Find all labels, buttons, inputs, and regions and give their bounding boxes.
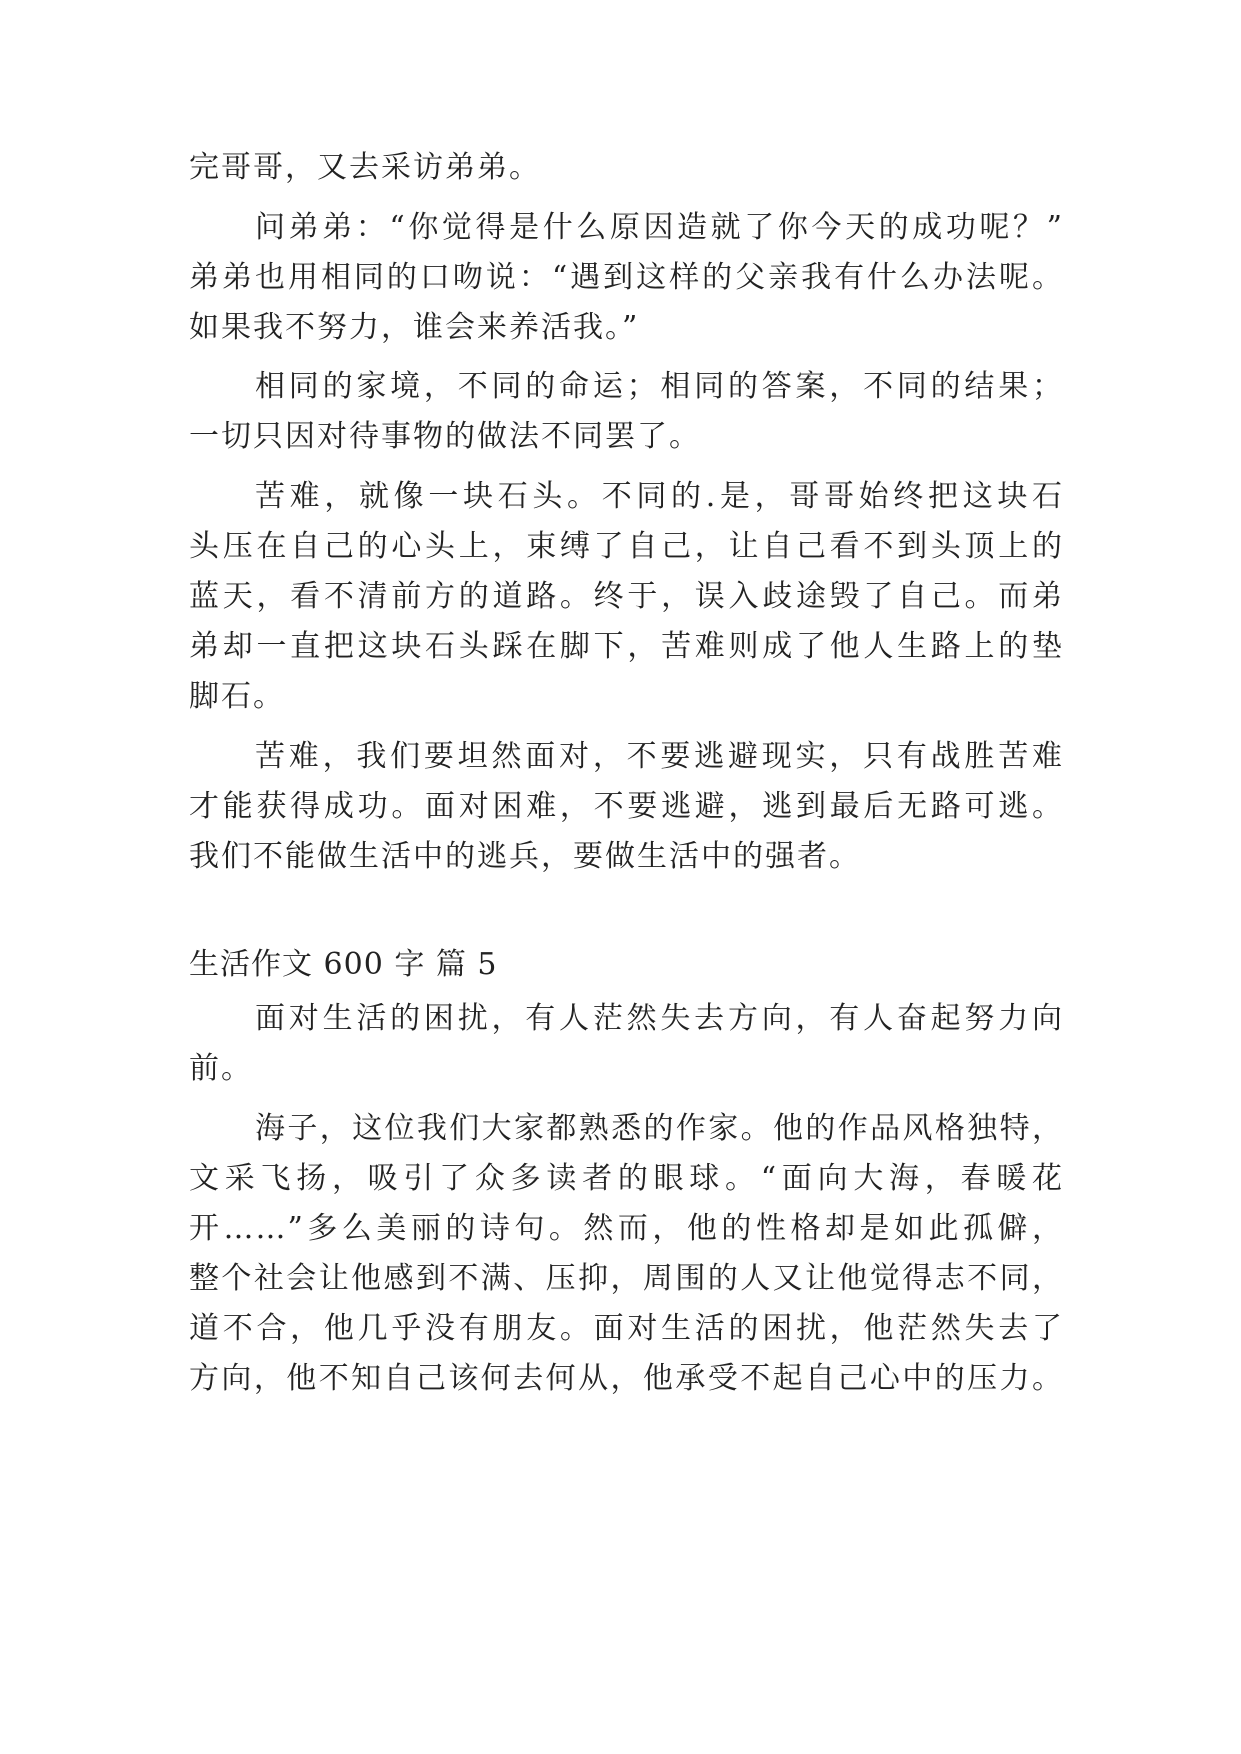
paragraph-line: 海子，这位我们大家都熟悉的作家。他的作品风格独特， bbox=[255, 1111, 1064, 1146]
paragraph-line: 方向，他不知自己该何去何从，他承受不起自己心中的压力。 bbox=[189, 1361, 1064, 1396]
paragraph-line: 一切只因对待事物的做法不同罢了。 bbox=[189, 419, 701, 454]
paragraph-line: 蓝天，看不清前方的道路。终于，误入歧途毁了自己。而弟 bbox=[189, 579, 1064, 614]
paragraph-line: 才能获得成功。面对困难，不要逃避，逃到最后无路可逃。 bbox=[189, 789, 1064, 824]
paragraph-line: 问弟弟：“你觉得是什么原因造就了你今天的成功呢？” bbox=[255, 210, 1064, 245]
paragraph-line: 整个社会让他感到不满、压抑，周围的人又让他觉得志不同， bbox=[189, 1261, 1064, 1296]
paragraph-line: 苦难，我们要坦然面对，不要逃避现实，只有战胜苦难 bbox=[255, 739, 1064, 774]
paragraph-line: 道不合，他几乎没有朋友。面对生活的困扰，他茫然失去了 bbox=[189, 1311, 1064, 1346]
paragraph-line: 面对生活的困扰，有人茫然失去方向，有人奋起努力向 bbox=[255, 1001, 1064, 1036]
paragraph-line: 头压在自己的心头上，束缚了自己，让自己看不到头顶上的 bbox=[189, 529, 1064, 564]
paragraph-line: 相同的家境，不同的命运；相同的答案，不同的结果； bbox=[255, 369, 1064, 404]
paragraph-line: 前。 bbox=[189, 1051, 253, 1086]
paragraph-line: 弟弟也用相同的口吻说：“遇到这样的父亲我有什么办法呢。 bbox=[189, 260, 1064, 295]
paragraph-line: 我们不能做生活中的逃兵，要做生活中的强者。 bbox=[189, 839, 861, 874]
paragraph-line: 开……”多么美丽的诗句。然而，他的性格却是如此孤僻， bbox=[189, 1211, 1064, 1246]
section-heading: 生活作文 600 字 篇 5 bbox=[189, 947, 498, 982]
paragraph-line: 弟却一直把这块石头踩在脚下，苦难则成了他人生路上的垫 bbox=[189, 629, 1064, 664]
paragraph-line: 完哥哥，又去采访弟弟。 bbox=[189, 150, 541, 185]
paragraph-line: 脚石。 bbox=[189, 679, 285, 714]
paragraph-line: 苦难，就像一块石头。不同的.是，哥哥始终把这块石 bbox=[255, 479, 1064, 514]
paragraph-line: 如果我不努力，谁会来养活我。” bbox=[189, 310, 640, 345]
paragraph-line: 文采飞扬，吸引了众多读者的眼球。“面向大海，春暖花 bbox=[189, 1161, 1064, 1196]
